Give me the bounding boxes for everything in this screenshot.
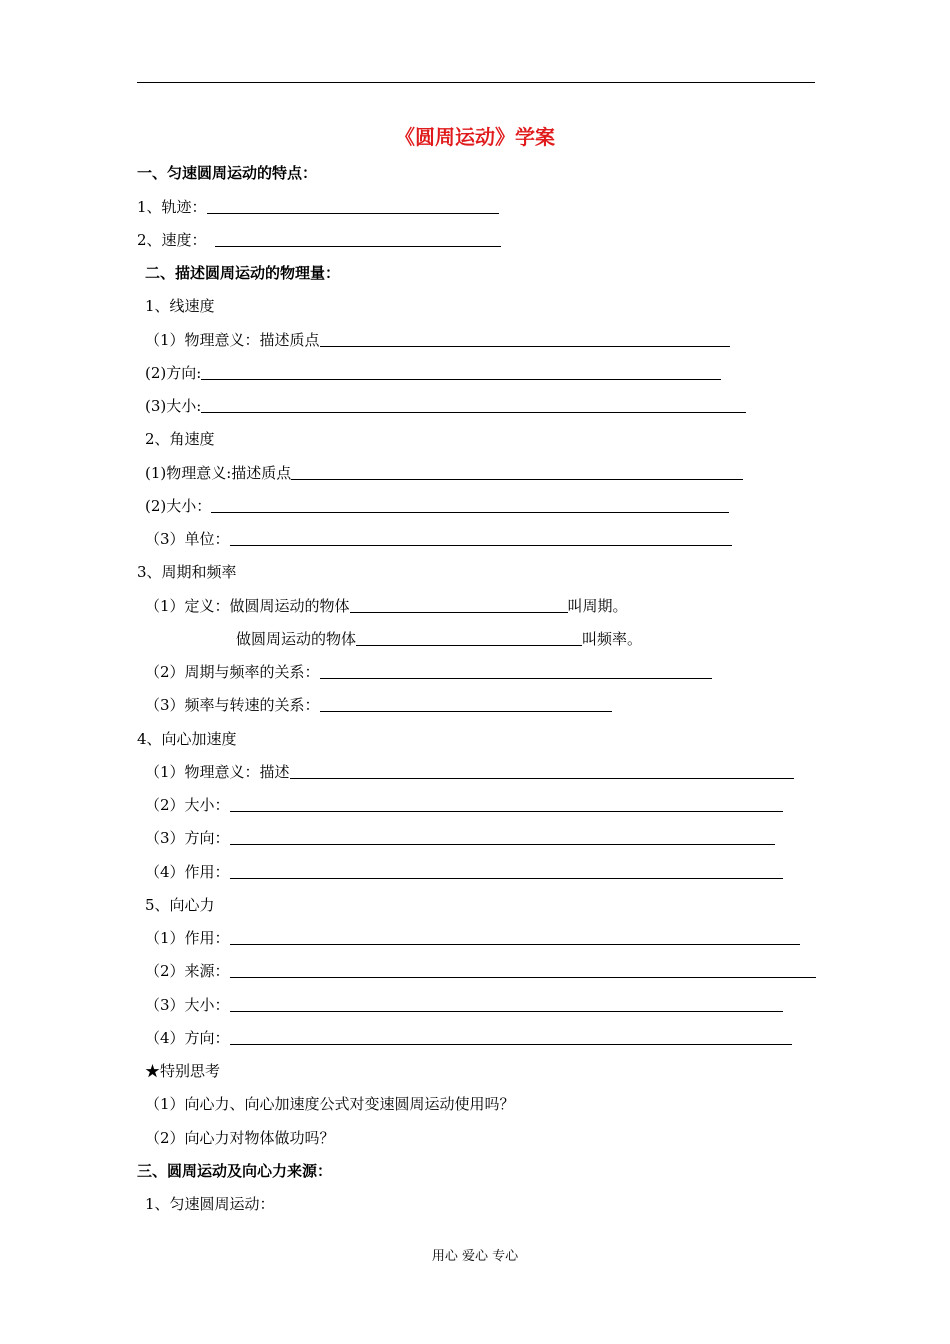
centripetal-acc-meaning-row: （1）物理意义：描述 — [145, 761, 794, 783]
centripetal-acc-magnitude-row: （2）大小： — [145, 794, 783, 816]
document-title: 《圆周运动》学案 — [395, 125, 555, 149]
angular-velocity-unit-row: （3）单位： — [145, 528, 732, 550]
period-frequency-relation-row: （2）周期与频率的关系： — [145, 661, 712, 683]
centripetal-acc-magnitude-blank[interactable] — [230, 811, 783, 812]
centripetal-acc-direction-row: （3）方向： — [145, 827, 775, 849]
linear-velocity-direction-row: (2)方向: — [145, 362, 721, 384]
section2-heading: 二、描述圆周运动的物理量： — [145, 264, 341, 282]
period-definition-blank[interactable] — [350, 612, 568, 613]
angular-velocity-unit-blank[interactable] — [230, 545, 732, 546]
centripetal-acc-direction-blank[interactable] — [230, 844, 775, 845]
centripetal-force-heading: 5、向心力 — [145, 896, 215, 914]
centripetal-acc-meaning-blank[interactable] — [290, 778, 794, 779]
centripetal-force-effect-row: （1）作用： — [145, 927, 800, 949]
frequency-definition-row: 做圆周运动的物体 叫频率。 — [236, 630, 643, 648]
frequency-speed-row: （3）频率与转速的关系： — [145, 694, 612, 716]
angular-velocity-meaning-blank[interactable] — [291, 479, 743, 480]
centripetal-acc-effect-blank[interactable] — [230, 878, 783, 879]
uniform-circular-motion-row: 1、匀速圆周运动： — [145, 1195, 275, 1213]
section3-heading: 三、圆周运动及向心力来源： — [137, 1162, 333, 1180]
centripetal-force-direction-row: （4）方向： — [145, 1027, 792, 1049]
centripetal-force-magnitude-blank[interactable] — [230, 1011, 783, 1012]
frequency-definition-blank[interactable] — [356, 645, 582, 646]
period-frequency-heading: 3、周期和频率 — [137, 563, 237, 581]
linear-velocity-magnitude-row: (3)大小: — [145, 395, 746, 417]
angular-velocity-meaning-row: (1)物理意义:描述质点 — [145, 462, 743, 484]
period-frequency-relation-blank[interactable] — [320, 678, 712, 679]
frequency-speed-blank[interactable] — [320, 711, 612, 712]
section1-heading: 一、匀速圆周运动的特点： — [137, 164, 318, 182]
trajectory-blank[interactable] — [207, 213, 499, 214]
centripetal-acc-effect-row: （4）作用： — [145, 861, 783, 883]
velocity-blank[interactable] — [215, 246, 501, 247]
special-thinking-heading: ★特别思考 — [145, 1062, 221, 1080]
special-question-2: （2）向心力对物体做功吗？ — [145, 1129, 335, 1147]
special-question-1: （1）向心力、向心加速度公式对变速圆周运动使用吗？ — [145, 1095, 515, 1113]
page-footer: 用心 爱心 专心 — [431, 1249, 519, 1264]
centripetal-force-source-row: （2）来源： — [145, 960, 816, 982]
linear-velocity-meaning-blank[interactable] — [320, 346, 730, 347]
angular-velocity-magnitude-blank[interactable] — [211, 512, 729, 513]
linear-velocity-magnitude-blank[interactable] — [201, 412, 746, 413]
trajectory-row: 1、轨迹： — [137, 196, 499, 218]
angular-velocity-magnitude-row: (2)大小： — [145, 495, 729, 517]
linear-velocity-direction-blank[interactable] — [201, 379, 721, 380]
centripetal-force-direction-blank[interactable] — [230, 1044, 792, 1045]
linear-velocity-heading: 1、线速度 — [145, 297, 215, 315]
centripetal-force-effect-blank[interactable] — [230, 944, 800, 945]
velocity-row: 2、速度： — [137, 229, 501, 251]
centripetal-acc-heading: 4、向心加速度 — [137, 730, 237, 748]
centripetal-force-magnitude-row: （3）大小： — [145, 994, 783, 1016]
linear-velocity-meaning-row: （1）物理意义：描述质点 — [145, 329, 730, 351]
period-definition-row: （1）定义：做圆周运动的物体 叫周期。 — [145, 597, 628, 615]
centripetal-force-source-blank[interactable] — [230, 977, 816, 978]
header-rule — [137, 82, 815, 83]
angular-velocity-heading: 2、角速度 — [145, 430, 215, 448]
